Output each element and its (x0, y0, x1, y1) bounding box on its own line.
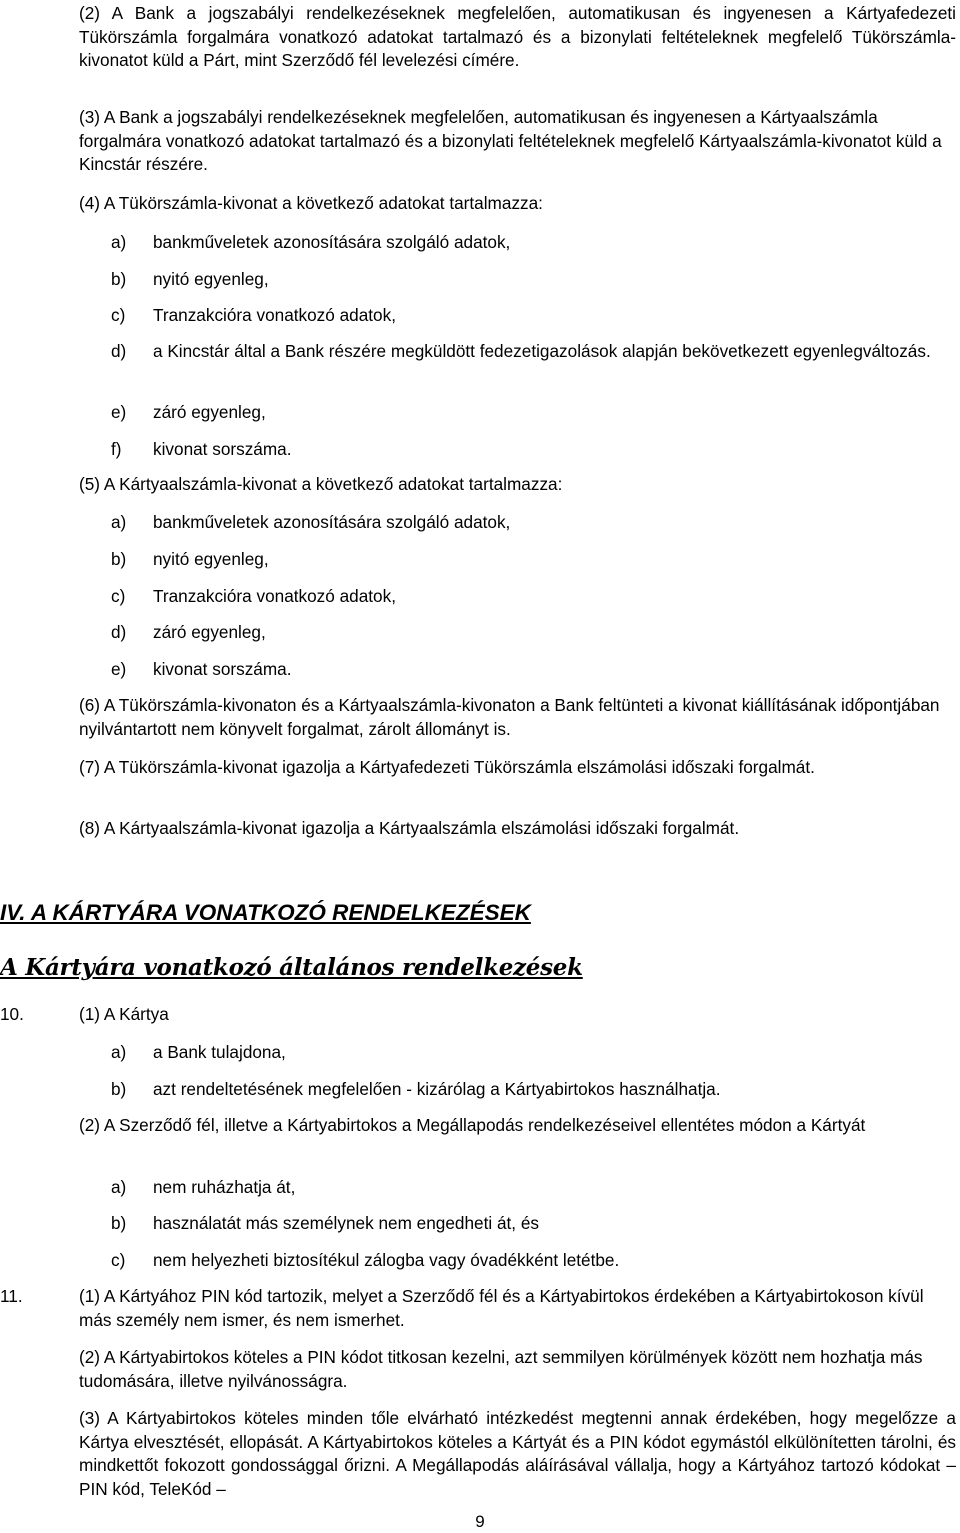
list-text: bankműveletek azonosítására szolgáló adatok, (153, 512, 511, 532)
list-text: Tranzakcióra vonatkozó adatok, (153, 305, 396, 325)
list-label: a) (111, 232, 127, 252)
list-text: a Kincstár által a Bank részére megküldött fedezetigazolások alapján bekövetkezett egyenlegváltozás. (153, 341, 931, 361)
paragraph-2: (2) A Bank a jogszabályi rendelkezéseknek megfelelően, automatikusan és ingyenesen a Kártyafedezeti Tükörszámla forgalmára vonatkozó adatokat tartalmazó és a bizonylati feltételeknek megfelelő Tükörszámla-kivonatot küld a Párt, mint Szerződő fél levelezési címére. (79, 3, 956, 71)
section-number: 11. (0, 1286, 23, 1306)
list-text: nem ruházhatja át, (153, 1177, 296, 1197)
list-text: kivonat sorszáma. (153, 659, 292, 679)
list-text: a Bank tulajdona, (153, 1042, 286, 1062)
list-label: a) (111, 512, 127, 532)
list-label: b) (111, 1079, 127, 1099)
list-label: f) (111, 439, 122, 459)
list-text: kivonat sorszáma. (153, 439, 292, 459)
list-label: a) (111, 1042, 127, 1062)
list-label: c) (111, 586, 126, 606)
list-text: nyitó egyenleg, (153, 549, 269, 569)
list-text: nyitó egyenleg, (153, 269, 269, 289)
section-heading: IV. A KÁRTYÁRA VONATKOZÓ RENDELKEZÉSEK (0, 900, 531, 925)
list-text: nem helyezheti biztosítékul zálogba vagy óvadékként letétbe. (153, 1250, 620, 1270)
list-text: használatát más személynek nem engedheti át, és (153, 1213, 539, 1233)
list-label: c) (111, 305, 126, 325)
list-label: d) (111, 341, 127, 361)
section-11-paragraph-3: (3) A Kártyabirtokos köteles minden tőle elvárható intézkedést megtenni annak érdekében, hogy megelőzze a Kártya elvesztését, ellopását. A Kártyabirtokos köteles a Kártyát és a PIN kódot egymástól elkülönítetten tárolni, és mindkettőt fokozott gondossággal őrizni. A Megállapodás aláírásával vállalja, hogy a Kártyához tartozó kódokat – PIN kód, TeleKód – (79, 1408, 956, 1499)
list-text: záró egyenleg, (153, 402, 266, 422)
section-11-paragraph-2: (2) A Kártyabirtokos köteles a PIN kódot titkosan kezelni, azt semmilyen körülmények között nem hozhatja más tudomására, illetve nyilvánosságra. (79, 1347, 923, 1391)
section-number: 10. (0, 1004, 24, 1024)
list-label: c) (111, 1250, 126, 1270)
paragraph-4: (4) A Tükörszámla-kivonat a következő adatokat tartalmazza: (79, 193, 543, 213)
section-10-paragraph-2: (2) A Szerződő fél, illetve a Kártyabirtokos a Megállapodás rendelkezéseivel ellentétes módon a Kártyát (79, 1115, 866, 1135)
section-11-paragraph-1: (1) A Kártyához PIN kód tartozik, melyet a Szerződő fél és a Kártyabirtokos érdekében a Kártyabirtokoson kívül más személy nem ismer, és nem ismerhet. (79, 1286, 924, 1330)
list-label: e) (111, 659, 127, 679)
list-label: d) (111, 622, 127, 642)
list-text: Tranzakcióra vonatkozó adatok, (153, 586, 396, 606)
list-label: a) (111, 1177, 127, 1197)
list-label: b) (111, 549, 127, 569)
paragraph-3: (3) A Bank a jogszabályi rendelkezéseknek megfelelően, automatikusan és ingyenesen a Kártyaalszámla forgalmára vonatkozó adatokat tartalmazó és a bizonylati feltételeknek megfelelő Kártyaalszámla-kivonatot küld a Kincstár részére. (79, 107, 942, 175)
paragraph-7: (7) A Tükörszámla-kivonat igazolja a Kártyafedezeti Tükörszámla elszámolási időszaki forgalmát. (79, 757, 815, 777)
paragraph-6: (6) A Tükörszámla-kivonaton és a Kártyaalszámla-kivonaton a Bank feltünteti a kivonat kiállításának időpontjában nyilvántartott nem könyvelt forgalmat, zárolt állományt is. (79, 695, 940, 739)
paragraph-8: (8) A Kártyaalszámla-kivonat igazolja a Kártyaalszámla elszámolási időszaki forgalmát. (79, 818, 740, 838)
paragraph-5: (5) A Kártyaalszámla-kivonat a következő adatokat tartalmazza: (79, 474, 563, 494)
subsection-heading: A Kártyára vonatkozó általános rendelkezések (0, 954, 583, 981)
list-label: b) (111, 1213, 127, 1233)
section-10-paragraph-1: (1) A Kártya (79, 1004, 169, 1024)
list-label: e) (111, 402, 127, 422)
list-text: záró egyenleg, (153, 622, 266, 642)
list-text: bankműveletek azonosítására szolgáló adatok, (153, 232, 511, 252)
list-text: azt rendeltetésének megfelelően - kizárólag a Kártyabirtokos használhatja. (153, 1079, 721, 1099)
list-label: b) (111, 269, 127, 289)
page-number: 9 (475, 1512, 485, 1531)
